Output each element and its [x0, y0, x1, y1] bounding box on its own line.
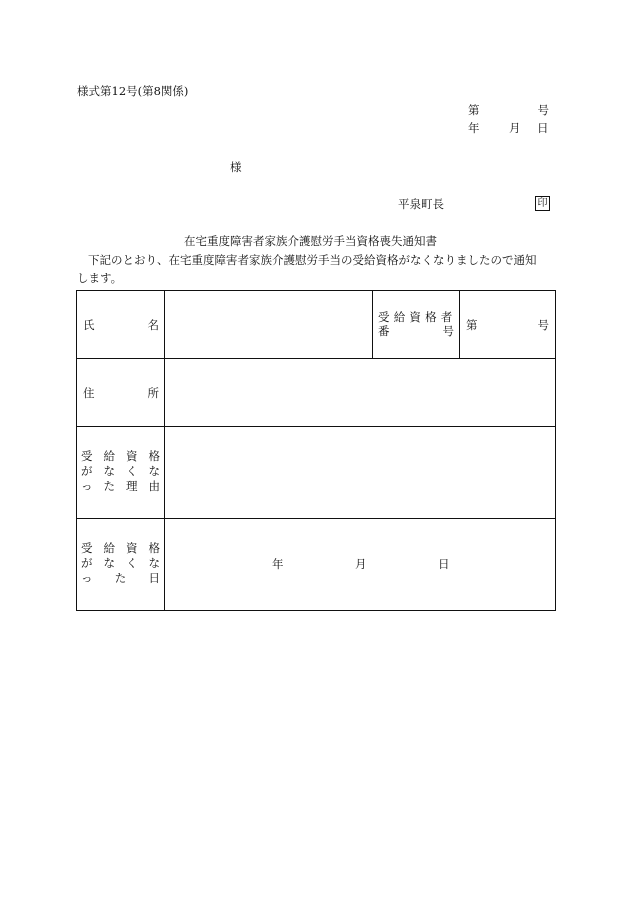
number-prefix: 第 — [468, 103, 480, 117]
reason-field[interactable] — [165, 427, 555, 518]
address-label-c1: 住 — [83, 386, 95, 400]
reason-label-char: 理 — [126, 479, 138, 493]
address-field[interactable] — [165, 359, 555, 426]
date-lost-label-char: 給 — [103, 541, 115, 555]
reason-label-char: な — [103, 464, 115, 478]
reason-label-row1 — [81, 449, 160, 464]
reason-label-char: っ — [81, 479, 93, 493]
body-text-line2: します。 — [77, 271, 123, 285]
date-lost-label-char: く — [126, 556, 138, 570]
table-border-left — [76, 290, 77, 611]
document-title: 在宅重度障害者家族介護慰労手当資格喪失通知書 — [184, 234, 437, 248]
date-day: 日 — [537, 121, 549, 135]
reason-label-char: た — [103, 479, 115, 493]
date-lost-label-char: 格 — [148, 541, 160, 555]
form-id: 様式第12号(第8関係) — [77, 84, 189, 98]
table-border-right — [555, 290, 556, 611]
date-lost-label-char: た — [114, 571, 127, 585]
date-lost-field[interactable] — [165, 519, 555, 610]
recipient-number-prefix: 第 — [466, 318, 478, 332]
date-lost-label-char: 資 — [126, 541, 138, 555]
date-lost-month: 月 — [355, 557, 367, 571]
recipient-number-label-line1: 受給資格者 — [378, 310, 457, 324]
recipient-number-label-line2 — [378, 324, 454, 338]
date-lost-day: 日 — [438, 557, 450, 571]
date-lost-label-char: が — [81, 556, 93, 570]
date-lost-label-row2 — [81, 556, 160, 571]
reason-label-row3 — [81, 479, 160, 494]
reason-label-char: 由 — [148, 479, 160, 493]
date-lost-label-char: っ — [81, 571, 93, 585]
date-lost-label-row1 — [81, 541, 160, 556]
issuer: 平泉町長 — [398, 197, 444, 211]
body-text-line1: 下記のとおり、在宅重度障害者家族介護慰労手当の受給資格がなくなりましたので通知 — [88, 253, 537, 267]
reason-label-char: 給 — [103, 449, 115, 463]
name-label-c2: 名 — [147, 318, 159, 332]
reason-label-char: が — [81, 464, 93, 478]
table-divider-recipient-label — [372, 290, 373, 359]
name-field[interactable] — [165, 291, 372, 358]
addressee-suffix: 様 — [230, 160, 242, 174]
reason-label-char: く — [126, 464, 138, 478]
recipient-number-label — [378, 310, 457, 338]
number-suffix: 号 — [537, 103, 549, 117]
date-lost-label — [81, 541, 160, 586]
reason-label-char: 資 — [126, 449, 138, 463]
document-number — [468, 103, 549, 117]
date-lost-label-char: 受 — [81, 541, 93, 555]
address-label — [83, 386, 159, 400]
date-lost-label-char: 日 — [148, 571, 160, 585]
date-month: 月 — [509, 121, 521, 135]
name-label-c1: 氏 — [83, 318, 95, 332]
date-lost-year: 年 — [272, 557, 284, 571]
reason-label — [81, 449, 160, 494]
table-border-bottom — [76, 610, 556, 611]
name-label — [83, 318, 159, 332]
date-year: 年 — [468, 121, 480, 135]
seal-mark: 印 — [535, 196, 550, 211]
recipient-number-label-c1: 番 — [378, 324, 390, 338]
reason-label-row2 — [81, 464, 160, 479]
date-lost-label-row3 — [81, 571, 160, 586]
date-lost-label-char: な — [148, 556, 160, 570]
reason-label-char: 格 — [148, 449, 160, 463]
table-divider-recipient-value — [459, 290, 460, 359]
document-date — [468, 121, 549, 135]
address-label-c2: 所 — [147, 386, 159, 400]
recipient-number-label-c2: 号 — [442, 324, 454, 338]
reason-label-char: 受 — [81, 449, 93, 463]
recipient-number-suffix: 号 — [537, 318, 549, 332]
date-lost-label-char: な — [103, 556, 115, 570]
reason-label-char: な — [148, 464, 160, 478]
recipient-number-field[interactable] — [466, 318, 549, 332]
